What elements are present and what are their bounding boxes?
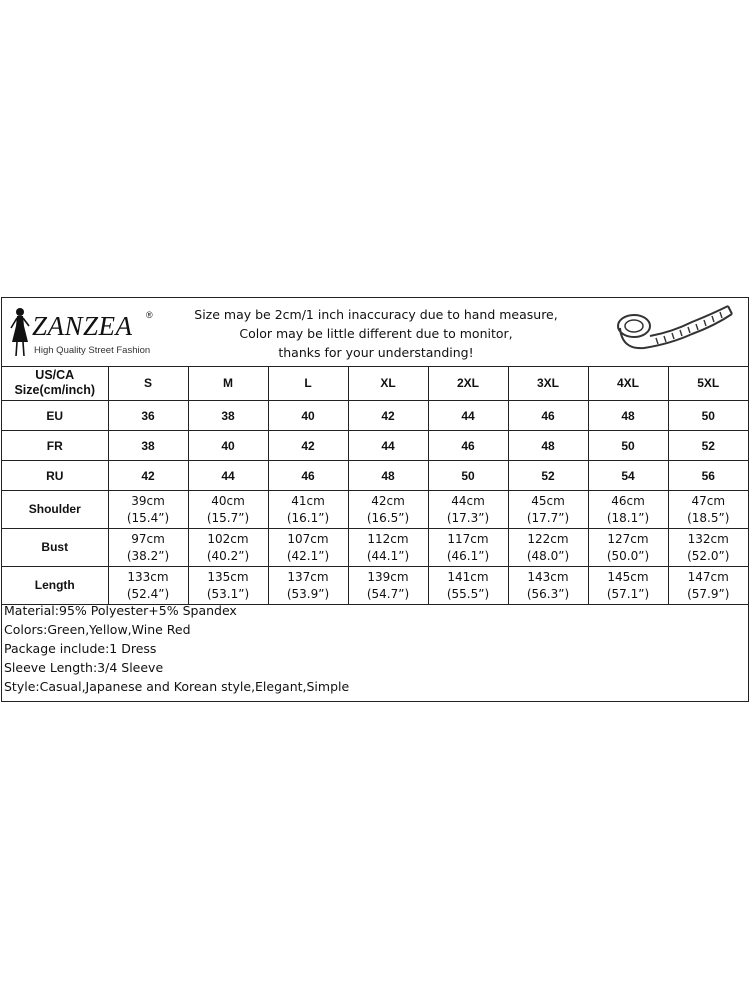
registered-mark: ®	[146, 310, 153, 320]
table-cell	[188, 491, 268, 529]
size-cell: XL	[348, 366, 428, 401]
inch-value: (55.5”)	[446, 586, 490, 601]
table-cell	[268, 491, 348, 529]
table-cell: 50	[588, 431, 668, 461]
size-cell: L	[268, 366, 348, 401]
table-cell	[188, 567, 268, 605]
inch-value: (17.3”)	[446, 510, 490, 525]
table-cell: 42	[348, 401, 428, 431]
size-cell: 4XL	[588, 366, 668, 401]
table-cell: 40	[268, 401, 348, 431]
table-cell	[508, 567, 588, 605]
inch-value: (15.7”)	[206, 510, 250, 525]
cm-value: 39cm	[131, 493, 165, 508]
brand-logo	[8, 306, 158, 358]
cm-value: 41cm	[291, 493, 325, 508]
row-label: FR	[2, 431, 108, 461]
brand-tagline: High Quality Street Fashion	[34, 345, 151, 356]
region-row	[2, 401, 748, 431]
table-cell	[108, 491, 188, 529]
table-cell	[668, 567, 748, 605]
table-cell: 50	[428, 461, 508, 491]
spec-line: Package include:1 Dress	[4, 641, 157, 656]
table-cell: 48	[508, 431, 588, 461]
cm-value: 45cm	[531, 493, 565, 508]
size-cell: 3XL	[508, 366, 588, 401]
inch-value: (52.0”)	[687, 548, 730, 563]
cm-value: 112cm	[367, 531, 409, 546]
measuring-tape-icon	[610, 304, 738, 362]
inch-value: (53.1”)	[206, 586, 250, 601]
row-label: EU	[2, 401, 108, 431]
cm-value: 133cm	[127, 569, 169, 584]
cm-value: 107cm	[287, 531, 329, 546]
table-cell	[668, 529, 748, 567]
table-cell: 38	[108, 431, 188, 461]
cm-value: 42cm	[371, 493, 405, 508]
notice-line: thanks for your understanding!	[278, 345, 474, 360]
table-cell	[508, 529, 588, 567]
size-header-label	[2, 366, 108, 401]
table-cell: 48	[588, 401, 668, 431]
table-cell	[428, 567, 508, 605]
cm-value: 139cm	[367, 569, 409, 584]
cm-value: 145cm	[607, 569, 649, 584]
inch-value: (18.5”)	[687, 510, 730, 525]
cm-value: 127cm	[607, 531, 649, 546]
size-cell: M	[188, 366, 268, 401]
region-row	[2, 461, 748, 491]
measurement-notice	[162, 305, 590, 362]
cm-value: 97cm	[131, 531, 165, 546]
table-cell	[428, 491, 508, 529]
inch-value: (16.5”)	[366, 510, 410, 525]
region-row	[2, 431, 748, 461]
inch-value: (48.0”)	[526, 548, 570, 563]
table-cell	[588, 491, 668, 529]
table-cell	[268, 529, 348, 567]
brand-name: ZANZEA	[32, 311, 133, 341]
cm-value: 132cm	[687, 531, 729, 546]
header-label-line: US/CA	[35, 368, 75, 382]
table-cell	[108, 567, 188, 605]
inch-value: (53.9”)	[286, 586, 330, 601]
cm-value: 40cm	[211, 493, 245, 508]
notice-line: Color may be little different due to monitor,	[239, 326, 513, 341]
table-cell	[188, 529, 268, 567]
table-cell: 36	[108, 401, 188, 431]
table-cell: 52	[508, 461, 588, 491]
woman-silhouette-icon	[8, 306, 32, 358]
row-label: Shoulder	[2, 491, 108, 529]
row-label: RU	[2, 461, 108, 491]
table-cell: 44	[428, 401, 508, 431]
inch-value: (44.1”)	[366, 548, 410, 563]
table-cell	[108, 529, 188, 567]
table-cell	[428, 529, 508, 567]
table-cell: 42	[268, 431, 348, 461]
inch-value: (50.0”)	[606, 548, 650, 563]
cm-value: 135cm	[207, 569, 249, 584]
cm-value: 117cm	[447, 531, 489, 546]
table-cell	[348, 529, 428, 567]
table-cell	[348, 491, 428, 529]
table-cell: 52	[668, 431, 748, 461]
table-cell: 46	[268, 461, 348, 491]
table-cell: 48	[348, 461, 428, 491]
table-cell: 42	[108, 461, 188, 491]
row-label: Length	[2, 567, 108, 605]
row-label: Bust	[2, 529, 108, 567]
inch-value: (18.1”)	[606, 510, 650, 525]
inch-value: (46.1”)	[446, 548, 490, 563]
inch-value: (57.1”)	[606, 586, 650, 601]
inch-value: (42.1”)	[286, 548, 330, 563]
measurement-row	[2, 491, 748, 529]
inch-value: (57.9”)	[687, 586, 730, 601]
table-cell: 38	[188, 401, 268, 431]
product-specs	[4, 601, 349, 696]
measurement-row	[2, 567, 748, 605]
cm-value: 147cm	[687, 569, 729, 584]
table-cell	[668, 491, 748, 529]
table-cell	[508, 491, 588, 529]
size-chart	[1, 297, 749, 702]
inch-value: (56.3”)	[526, 586, 570, 601]
size-cell: 2XL	[428, 366, 508, 401]
cm-value: 46cm	[611, 493, 645, 508]
table-cell: 46	[508, 401, 588, 431]
table-cell	[588, 529, 668, 567]
inch-value: (17.7”)	[526, 510, 570, 525]
size-header-row	[2, 366, 748, 401]
spec-line: Style:Casual,Japanese and Korean style,Elegant,Simple	[4, 679, 350, 694]
cm-value: 141cm	[447, 569, 489, 584]
table-cell: 40	[188, 431, 268, 461]
cm-value: 44cm	[451, 493, 485, 508]
inch-value: (15.4”)	[126, 510, 170, 525]
table-cell	[348, 567, 428, 605]
cm-value: 122cm	[527, 531, 569, 546]
table-cell: 56	[668, 461, 748, 491]
notice-line: Size may be 2cm/1 inch inaccuracy due to hand measure,	[194, 307, 558, 322]
spec-line: Sleeve Length:3/4 Sleeve	[4, 660, 164, 675]
table-cell	[268, 567, 348, 605]
spec-line: Material:95% Polyester+5% Spandex	[4, 603, 237, 618]
chart-header	[2, 298, 748, 367]
cm-value: 137cm	[287, 569, 329, 584]
inch-value: (16.1”)	[286, 510, 330, 525]
cm-value: 47cm	[691, 493, 726, 508]
cm-value: 143cm	[527, 569, 569, 584]
measurement-row	[2, 529, 748, 567]
inch-value: (40.2”)	[206, 548, 250, 563]
size-cell: S	[108, 366, 188, 401]
size-cell: 5XL	[668, 366, 748, 401]
header-label-line: Size(cm/inch)	[14, 383, 96, 397]
table-cell	[588, 567, 668, 605]
table-cell: 44	[188, 461, 268, 491]
inch-value: (38.2”)	[126, 548, 170, 563]
inch-value: (54.7”)	[366, 586, 410, 601]
spec-line: Colors:Green,Yellow,Wine Red	[4, 622, 191, 637]
table-cell: 50	[668, 401, 748, 431]
table-cell: 46	[428, 431, 508, 461]
inch-value: (52.4”)	[126, 586, 170, 601]
size-table	[2, 366, 748, 605]
table-cell: 54	[588, 461, 668, 491]
table-cell: 44	[348, 431, 428, 461]
cm-value: 102cm	[207, 531, 249, 546]
